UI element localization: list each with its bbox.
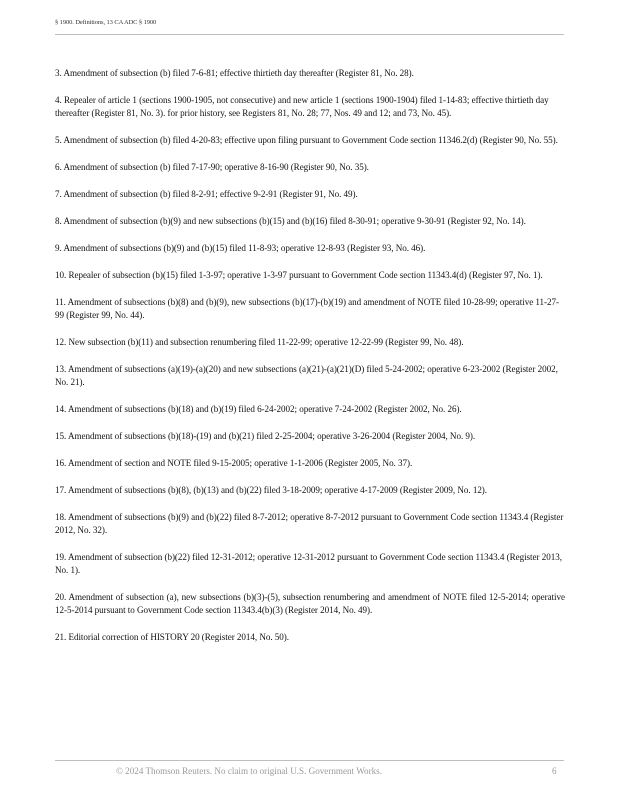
history-notes (55, 67, 565, 658)
copyright-notice: © 2024 Thomson Reuters. No claim to original U.S. Government Works. (116, 766, 382, 776)
history-entry-16: 16. Amendment of section and NOTE filed 9-15-2005; operative 1-1-2006 (Register 2005, No. 37). (55, 458, 413, 468)
history-entry-3: 3. Amendment of subsection (b) filed 7-6-81; effective thirtieth day thereafter (Register 81, No. 28). (55, 68, 414, 78)
history-entry-11: 11. Amendment of subsections (b)(8) and (b)(9), new subsections (b)(17)-(b)(19) and amendment of NOTE filed 10-28-99; operative 11-27-99 (Register 99, No. 44). (55, 297, 560, 320)
history-entry-4: 4. Repealer of article 1 (sections 1900-1905, not consecutive) and new article 1 (sections 1900-1904) filed 1-14-83; effective thirtieth day thereafter (Register 81, No. 3). for prior history, see Registers 81, No. 28; 77, Nos. 49 and 12; and 73, No. 45). (55, 95, 549, 118)
history-entry-10: 10. Repealer of subsection (b)(15) filed 1-3-97; operative 1-3-97 pursuant to Government Code section 11343.4(d) (Register 97, No. 1). (55, 270, 543, 280)
history-entry-14: 14. Amendment of subsections (b)(18) and (b)(19) filed 6-24-2002; operative 7-24-2002 (Register 2002, No. 26). (55, 404, 462, 414)
history-entry-5: 5. Amendment of subsection (b) filed 4-20-83; effective upon filing pursuant to Government Code section 11346.2(d) (Register 90, No. 55). (55, 135, 558, 145)
running-header: § 1900. Definitions, 13 CA ADC § 1900 (55, 19, 157, 26)
history-entry-19: 19. Amendment of subsection (b)(22) filed 12-31-2012; operative 12-31-2012 pursuant to Government Code section 11343.4 (Register 2013, No. 1). (55, 552, 562, 575)
history-entry-18: 18. Amendment of subsections (b)(9) and (b)(22) filed 8-7-2012; operative 8-7-2012 pursuant to Government Code section 11343.4 (Register 2012, No. 32). (55, 512, 564, 535)
history-entry-15: 15. Amendment of subsections (b)(18)-(19) and (b)(21) filed 2-25-2004; operative 3-26-2004 (Register 2004, No. 9). (55, 431, 476, 441)
history-entry-8: 8. Amendment of subsection (b)(9) and new subsections (b)(15) and (b)(16) filed 8-30-91; operative 9-30-91 (Register 92, No. 14). (55, 216, 526, 226)
header-divider (55, 34, 564, 35)
history-entry-17: 17. Amendment of subsections (b)(8), (b)(13) and (b)(22) filed 3-18-2009; operative 4-17-2009 (Register 2009, No. 12). (55, 485, 488, 495)
history-entry-20: 20. Amendment of subsection (a), new subsections (b)(3)-(5), subsection renumbering and amendment of NOTE filed 12-5-2014; operative 12-5-2014 pursuant to Government Code section 11343.4(b)(3) (Register 2014, No. 49). (55, 592, 565, 615)
history-entry-12: 12. New subsection (b)(11) and subsection renumbering filed 11-22-99; operative 12-22-99 (Register 99, No. 48). (55, 337, 464, 347)
history-entry-9: 9. Amendment of subsections (b)(9) and (b)(15) filed 11-8-93; operative 12-8-93 (Register 93, No. 46). (55, 243, 426, 253)
history-entry-6: 6. Amendment of subsection (b) filed 7-17-90; operative 8-16-90 (Register 90, No. 35). (55, 162, 369, 172)
footer-divider (55, 760, 564, 761)
page-number: 6 (552, 766, 557, 776)
history-entry-21: 21. Editorial correction of HISTORY 20 (Register 2014, No. 50). (55, 632, 290, 642)
history-entry-13: 13. Amendment of subsections (a)(19)-(a)(20) and new subsections (a)(21)-(a)(21)(D) filed 5-24-2002; operative 6-23-2002 (Register 2002, No. 21). (55, 364, 558, 387)
history-entry-7: 7. Amendment of subsection (b) filed 8-2-91; effective 9-2-91 (Register 91, No. 49). (55, 189, 358, 199)
